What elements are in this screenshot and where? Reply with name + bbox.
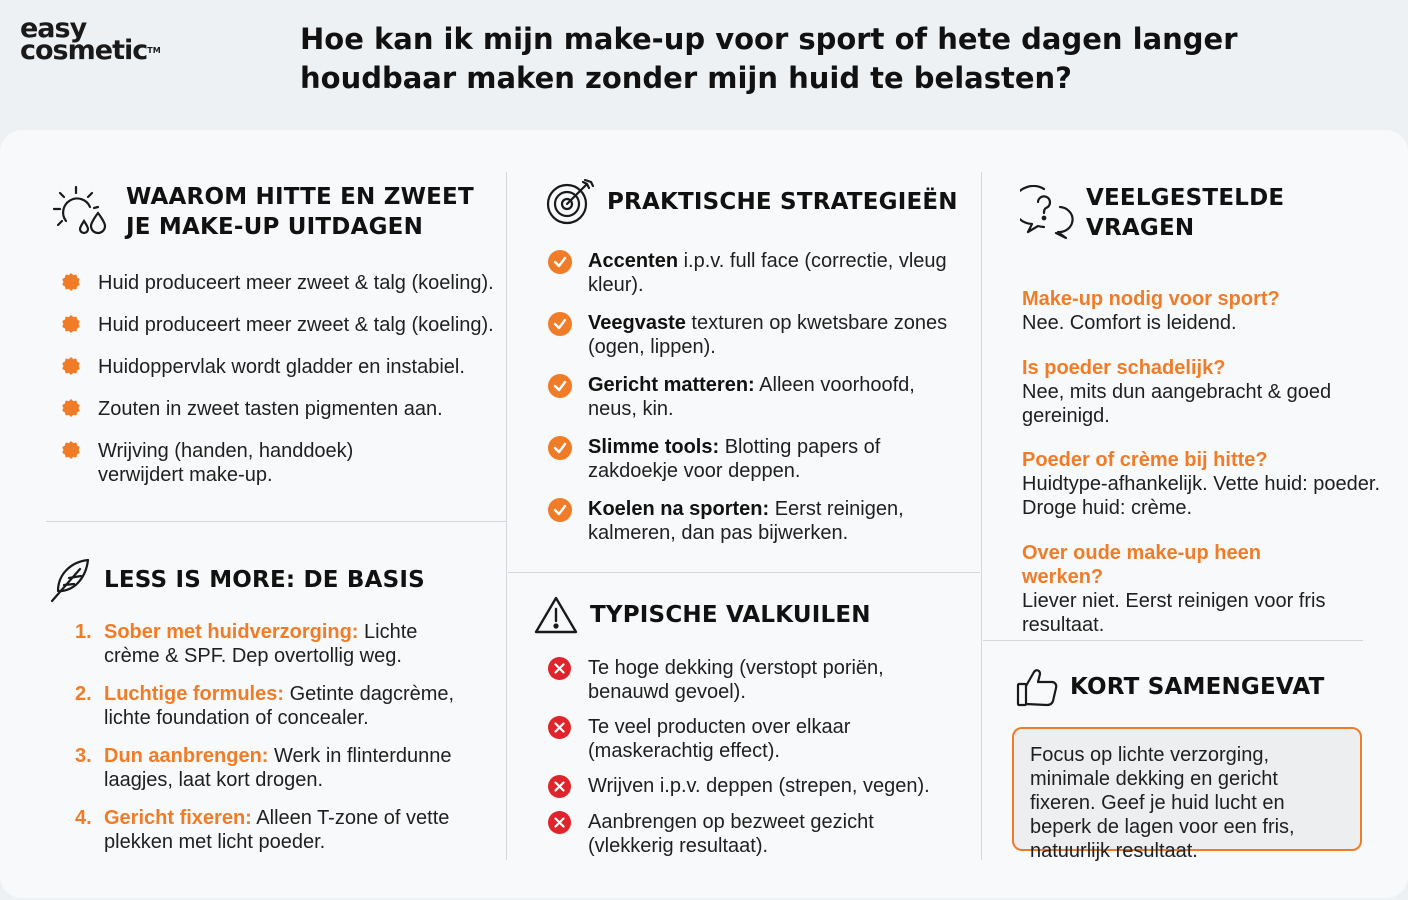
faq-title-line2: VRAGEN xyxy=(1086,215,1195,241)
brand-tm: TM xyxy=(147,46,161,55)
basis-title: LESS IS MORE: DE BASIS xyxy=(104,567,425,593)
faq-item: Make-up nodig voor sport? Nee. Comfort is leidend. xyxy=(1022,288,1280,334)
list-item: Veegvaste texturen op kwetsbare zones (ogen, lippen). xyxy=(548,311,968,373)
faq-header xyxy=(1020,183,1284,243)
sun-sweat-icon xyxy=(52,183,114,241)
list-item: Huid produceert meer zweet & talg (koeling). xyxy=(62,271,502,313)
list-item: Gericht matteren: Alleen voorhoofd, neus, kin. xyxy=(548,373,968,435)
feather-icon xyxy=(50,557,92,603)
list-item: Wrijven i.p.v. deppen (strepen, vegen). xyxy=(548,774,968,810)
brand-logo xyxy=(20,13,161,66)
pitfalls-title: TYPISCHE VALKUILEN xyxy=(590,602,871,628)
list-item: 1. Sober met huidverzorging: Lichte crème & SPF. Dep overtollig weg. xyxy=(75,621,418,667)
page-title-line1: Hoe kan ik mijn make-up voor sport of hete dagen langer xyxy=(300,22,1238,56)
warning-icon xyxy=(534,595,578,635)
list-item: Huidoppervlak wordt gladder en instabiel. xyxy=(62,355,502,397)
list-item: Zouten in zweet tasten pigmenten aan. xyxy=(62,397,502,439)
target-icon xyxy=(545,178,595,226)
check-icon xyxy=(548,250,572,274)
pitfalls-header xyxy=(534,595,871,635)
why-title-line1: WAAROM HITTE EN ZWEET xyxy=(126,184,474,210)
divider-left xyxy=(46,521,506,522)
list-item: Te hoge dekking (verstopt poriën, benauwd gevoel). xyxy=(548,656,888,715)
summary-text: Focus op lichte verzorging, minimale dekking en gericht fixeren. Geef je huid lucht en beperk de lagen voor een fris, natuurlijk resultaat. xyxy=(1030,744,1295,862)
list-item: Koelen na sporten: Eerst reinigen, kalmeren, dan pas bijwerken. xyxy=(548,497,968,545)
why-list xyxy=(62,271,502,487)
basis-list xyxy=(75,620,475,854)
list-item: Wrijving (handen, handdoek) verwijdert make-up. xyxy=(62,439,443,487)
cross-icon xyxy=(548,811,571,834)
divider-col2 xyxy=(981,172,982,860)
question-bubble-icon xyxy=(1020,185,1074,241)
bullet-dot xyxy=(62,441,80,459)
list-item: 3. Dun aanbrengen: Werk in flinterdunne laagjes, laat kort drogen. xyxy=(75,745,452,791)
bullet-dot xyxy=(62,357,80,375)
check-icon xyxy=(548,436,572,460)
list-item: 2. Luchtige formules: Getinte dagcrème, lichte foundation of concealer. xyxy=(75,683,455,729)
list-item: Huid produceert meer zweet & talg (koeling). xyxy=(62,313,502,355)
cross-icon xyxy=(548,775,571,798)
list-item: Te veel producten over elkaar (maskerachtig effect). xyxy=(548,715,888,774)
faq-title-line1: VEELGESTELDE xyxy=(1086,185,1285,211)
divider-col1 xyxy=(506,172,507,860)
summary-title: KORT SAMENGEVAT xyxy=(1070,674,1325,700)
check-icon xyxy=(548,312,572,336)
check-icon xyxy=(548,498,572,522)
why-header xyxy=(52,182,474,242)
brand-line2: cosmetic xyxy=(20,35,148,66)
faq-item: Is poeder schadelijk? Nee, mits dun aangebracht & goed gereinigd. xyxy=(1022,357,1332,427)
list-item: Aanbrengen op bezweet gezicht (vlekkerig resultaat). xyxy=(548,810,888,858)
summary-box xyxy=(1012,727,1362,862)
list-item: Accenten i.p.v. full face (correctie, vleug kleur). xyxy=(548,249,968,311)
strategies-header xyxy=(545,178,958,226)
brand-line1: easy xyxy=(20,13,87,44)
basis-header xyxy=(50,557,425,603)
pitfalls-list xyxy=(548,656,968,858)
cross-icon xyxy=(548,716,571,739)
strategies-list xyxy=(548,249,968,545)
why-title-line2: JE MAKE-UP UITDAGEN xyxy=(126,214,424,240)
faq-item: Poeder of crème bij hitte? Huidtype-afhankelijk. Vette huid: poeder. Droge huid: crème. xyxy=(1022,449,1381,519)
divider-right xyxy=(983,640,1363,641)
bullet-dot xyxy=(62,273,80,291)
list-item: 4. Gericht fixeren: Alleen T-zone of vette plekken met licht poeder. xyxy=(75,807,450,853)
page-title xyxy=(300,20,1300,98)
cross-icon xyxy=(548,657,571,680)
page-title-line2: houdbaar maken zonder mijn huid te belasten? xyxy=(300,61,1072,95)
thumbs-up-icon xyxy=(1016,666,1058,708)
faq-item: Over oude make-up heen werken? Liever niet. Eerst reinigen voor fris resultaat. xyxy=(1022,542,1326,636)
divider-mid xyxy=(508,572,980,573)
bullet-dot xyxy=(62,315,80,333)
check-icon xyxy=(548,374,572,398)
bullet-dot xyxy=(62,399,80,417)
list-item: Slimme tools: Blotting papers of zakdoekje voor deppen. xyxy=(548,435,968,497)
summary-header xyxy=(1016,666,1324,708)
strategies-title: PRAKTISCHE STRATEGIEËN xyxy=(607,189,958,215)
